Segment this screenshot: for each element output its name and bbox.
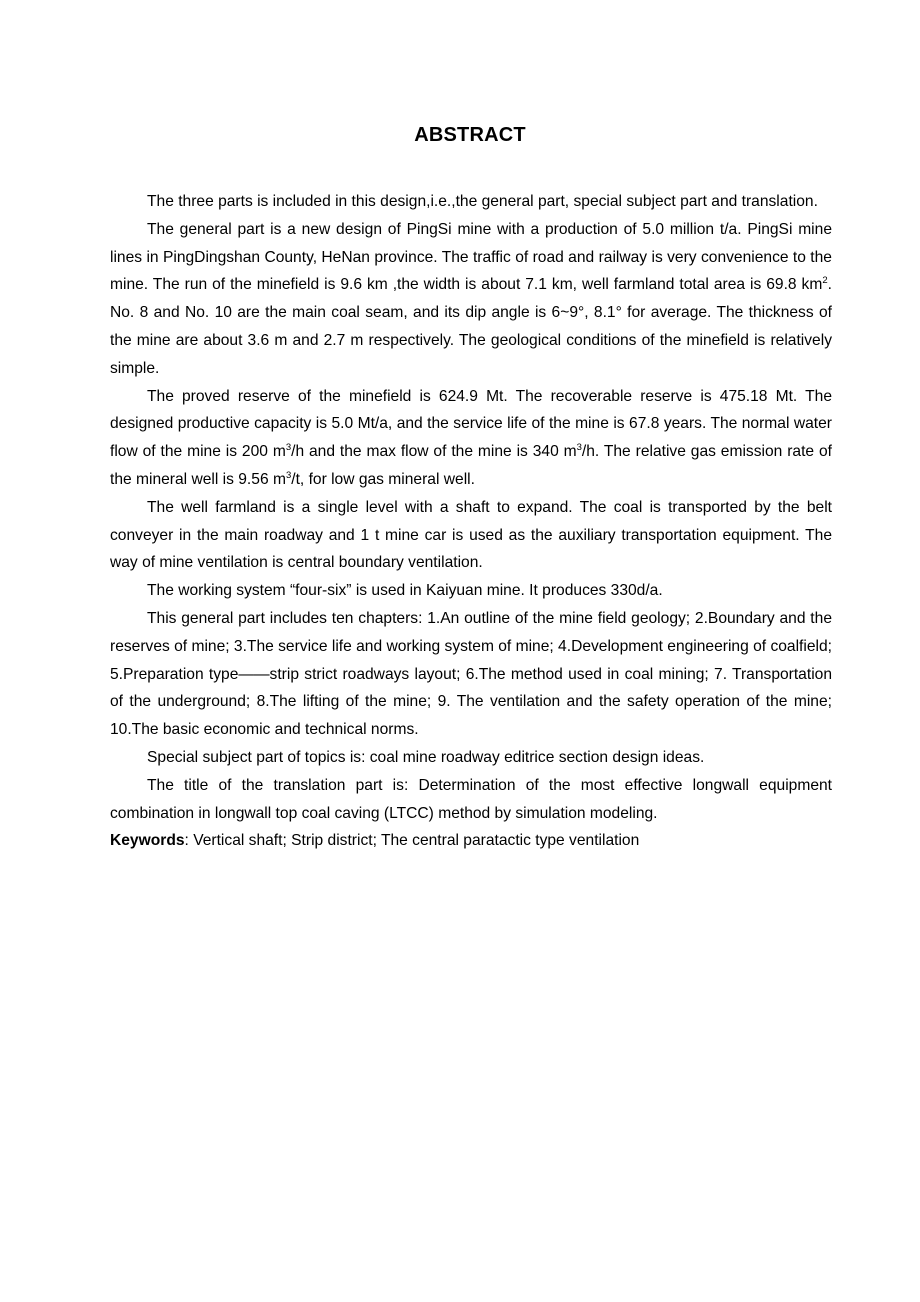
reserves-text-4: /t, for low gas mineral well. [291,470,475,488]
paragraph-reserves [110,383,832,494]
paragraph-working-system: The working system “four-six” is used in Kaiyuan mine. It produces 330d/a. [147,582,663,600]
keywords-line [110,827,832,855]
abstract-body [110,188,832,855]
general-part-text-2: . No. 8 and No. 10 are the main coal seam, and its dip angle is 6~9°, 8.1° for average. The thickness of the mine are about 3.6 m and 2.7 m respectively. The geological conditions of the minefield is relatively simple. [110,276,832,377]
reserves-text-3: /h. The relative gas emission rate of the mineral well is 9.56 m [110,443,832,488]
paragraph-special-subject: Special subject part of topics is: coal mine roadway editrice section design ideas. [147,748,705,766]
paragraph-chapters: This general part includes ten chapters: 1.An outline of the mine field geology; 2.Boundary and the reserves of mine; 3.The service life and working system of mine; 4.Development engineering of coalfield; 5.Preparation type——strip strict roadways layout; 6.The method used in coal mining; 7. Transportation of the underground; 8.The lifting of the mine; 9. The ventilation and the safety operation of the mine; 10.The basic economic and technical norms. [110,609,832,739]
superscript-3: 3 [285,469,292,481]
general-part-text-1: The general part is a new design of PingSi mine with a production of 5.0 million t/a. PingSi mine lines in PingDingshan County, HeNan province. The traffic of road and railway is very convenience to the mine. The run of the minefield is 9.6 km ,the width is about 7.1 km, well farmland total area is 69.8 km [110,220,832,294]
superscript-3: 3 [576,442,582,454]
superscript-3: 3 [285,442,292,454]
paragraph-translation: The title of the translation part is: Determination of the most effective longwall equipment combination in longwall top coal caving (LTCC) method by simulation modeling. [110,776,832,822]
abstract-title: ABSTRACT [414,124,526,146]
reserves-text-1: The proved reserve of the minefield is 624.9 Mt. The recoverable reserve is 475.18 Mt. The designed productive capacity is 5.0 Mt/a, and the service life of the mine is 67.8 years. The normal water flow of the mine is 200 m [110,387,832,461]
reserves-text-2: /h and the max flow of the mine is 340 m [291,443,577,461]
paragraph-transport: The well farmland is a single level with a shaft to expand. The coal is transported by the belt conveyer in the main roadway and 1 t mine car is used as the auxiliary transportation equipment. The way of mine ventilation is central boundary ventilation. [110,498,832,572]
superscript-2: 2 [822,275,828,287]
paragraph-general-part [110,216,832,383]
keywords-label: Keywords [110,832,185,850]
keywords-text: : Vertical shaft; Strip district; The central paratactic type ventilation [184,832,640,850]
paragraph-overview: The three parts is included in this design,i.e.,the general part, special subject part and translation. [147,193,818,210]
